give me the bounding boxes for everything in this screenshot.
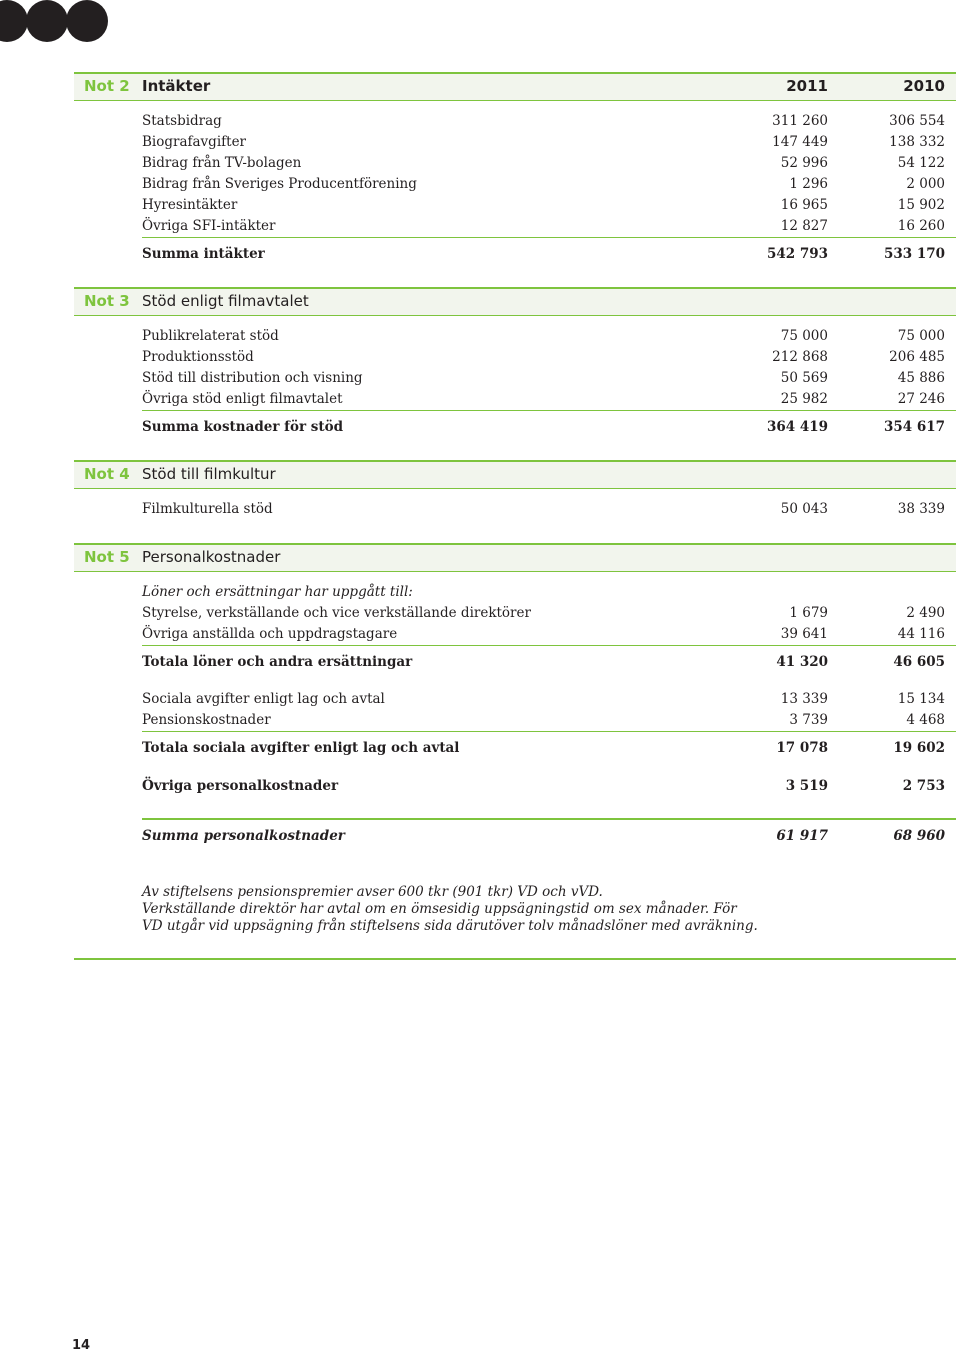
note-number: Not 2 xyxy=(84,77,130,95)
note-title: Intäkter xyxy=(142,77,211,95)
note-4-header xyxy=(74,460,956,489)
row-label: Styrelse, verkställande och vice verkställande direktörer xyxy=(142,605,531,621)
table-row xyxy=(74,368,956,389)
row-label: Övriga SFI-intäkter xyxy=(142,218,276,234)
row-label: Biografavgifter xyxy=(142,134,247,150)
value-2011: 3 739 xyxy=(789,712,828,728)
table-row xyxy=(74,132,956,153)
note-number: Not 5 xyxy=(84,548,130,566)
value-2010: 138 332 xyxy=(889,134,945,150)
value-2010: 15 134 xyxy=(897,691,945,707)
value-2011: 13 339 xyxy=(780,691,828,707)
note-number: Not 4 xyxy=(84,465,130,483)
row-label: Publikrelaterat stöd xyxy=(142,328,279,344)
table-row xyxy=(74,499,956,520)
year-column-2: 2010 xyxy=(903,77,945,95)
value-2010: 75 000 xyxy=(897,328,945,344)
dot-icon xyxy=(0,0,28,42)
value-2011: 147 449 xyxy=(772,134,828,150)
note-title: Stöd enligt filmavtalet xyxy=(142,292,309,310)
year-column-1: 2011 xyxy=(786,77,828,95)
row-label: Stöd till distribution och visning xyxy=(142,370,363,386)
footnote-line: VD utgår vid uppsägning från stiftelsens sida därutöver tolv månadslöner med avräkning. xyxy=(142,918,758,934)
footnote-line: Verkställande direktör har avtal om en ömsesidig uppsägningstid om sex månader. För xyxy=(142,901,737,917)
value-2010: 16 260 xyxy=(897,218,945,234)
table-row xyxy=(74,153,956,174)
note-2-header xyxy=(74,72,956,101)
value-2011: 52 996 xyxy=(780,155,828,171)
row-label: Övriga anställda och uppdragstagare xyxy=(142,626,398,642)
value-2011: 12 827 xyxy=(780,218,828,234)
value-2010: 4 468 xyxy=(906,712,945,728)
row-label: Sociala avgifter enligt lag och avtal xyxy=(142,691,385,707)
table-row xyxy=(74,689,956,710)
note-3-section xyxy=(74,287,956,437)
row-label: Bidrag från TV-bolagen xyxy=(142,155,302,171)
value-2011: 1 679 xyxy=(789,605,828,621)
value-2011: 39 641 xyxy=(780,626,828,642)
total-row: Summa personalkostnader 61 917 68 960 xyxy=(142,818,956,846)
value-2010: 206 485 xyxy=(889,349,945,365)
table-row xyxy=(74,624,956,645)
table-row xyxy=(74,710,956,731)
table-row xyxy=(74,603,956,624)
intro-text: Löner och ersättningar har uppgått till: xyxy=(142,584,413,600)
note-5-header xyxy=(74,543,956,572)
table-row xyxy=(74,216,956,237)
value-2011: 212 868 xyxy=(772,349,828,365)
value-2010: 38 339 xyxy=(897,501,945,517)
value-2010: 15 902 xyxy=(897,197,945,213)
value-2010: 44 116 xyxy=(897,626,945,642)
row-label: Hyresintäkter xyxy=(142,197,238,213)
value-2011: 16 965 xyxy=(780,197,828,213)
value-2011: 75 000 xyxy=(780,328,828,344)
row-label: Filmkulturella stöd xyxy=(142,501,273,517)
note-2-section xyxy=(74,72,956,264)
sum-row: Totala sociala avgifter enligt lag och avtal 17 078 19 602 xyxy=(142,731,956,758)
note-4-section xyxy=(74,460,956,520)
table-row xyxy=(74,195,956,216)
note-3-header xyxy=(74,287,956,316)
note-number: Not 3 xyxy=(84,292,130,310)
row-label: Pensionskostnader xyxy=(142,712,271,728)
sum-row: Övriga personalkostnader 3 519 2 753 xyxy=(142,778,945,794)
sum-row: Summa kostnader för stöd 364 419 354 617 xyxy=(142,410,956,437)
dot-icon xyxy=(66,0,108,42)
row-label: Statsbidrag xyxy=(142,113,222,129)
footnote-line: Av stiftelsens pensionspremier avser 600 tkr (901 tkr) VD och vVD. xyxy=(142,884,603,900)
value-2010: 27 246 xyxy=(897,391,945,407)
dot-icon xyxy=(26,0,68,42)
sum-row: Totala löner och andra ersättningar 41 320 46 605 xyxy=(142,645,956,672)
value-2011: 311 260 xyxy=(772,113,828,129)
note-title: Personalkostnader xyxy=(142,548,281,566)
row-label: Produktionsstöd xyxy=(142,349,254,365)
table-row xyxy=(74,326,956,347)
value-2011: 50 043 xyxy=(780,501,828,517)
row-label: Övriga stöd enligt filmavtalet xyxy=(142,391,343,407)
value-2011: 25 982 xyxy=(780,391,828,407)
note-title: Stöd till filmkultur xyxy=(142,465,276,483)
value-2010: 2 490 xyxy=(906,605,945,621)
value-2010: 54 122 xyxy=(897,155,945,171)
value-2010: 45 886 xyxy=(897,370,945,386)
sum-row: Summa intäkter 542 793 533 170 xyxy=(142,237,956,264)
value-2011: 50 569 xyxy=(780,370,828,386)
row-label: Bidrag från Sveriges Producentförening xyxy=(142,176,417,192)
table-row xyxy=(74,389,956,410)
section-divider xyxy=(74,958,956,960)
value-2010: 2 000 xyxy=(906,176,945,192)
table-row xyxy=(74,347,956,368)
table-row xyxy=(74,111,956,132)
table-row xyxy=(74,174,956,195)
note-5-section xyxy=(74,543,956,846)
page-number: 14 xyxy=(72,1338,91,1353)
value-2010: 306 554 xyxy=(889,113,945,129)
value-2011: 1 296 xyxy=(789,176,828,192)
footnote xyxy=(142,884,758,935)
